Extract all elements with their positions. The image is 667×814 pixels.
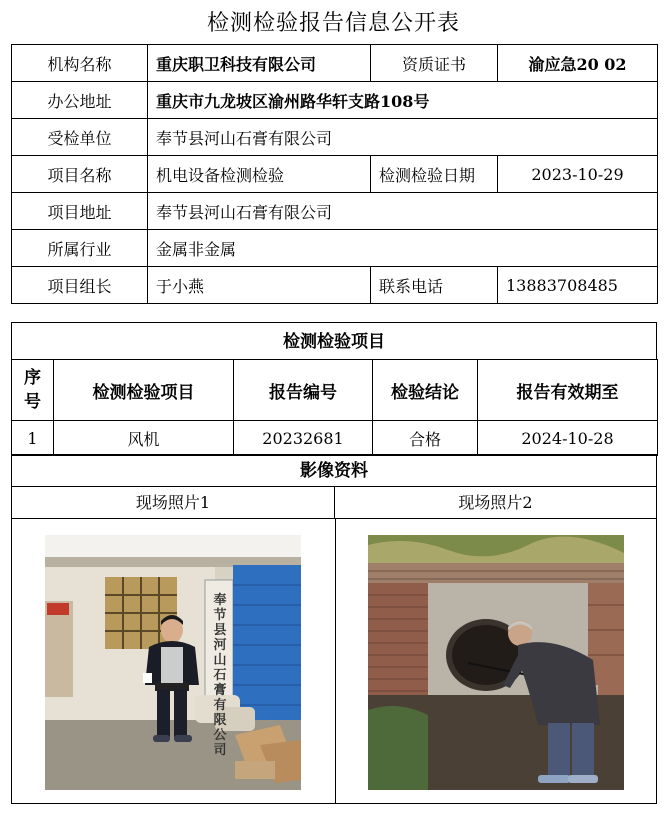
phone-label: 联系电话 <box>371 267 498 304</box>
cert-value: 渝应急20 02 <box>498 45 658 82</box>
items-table <box>11 359 658 456</box>
photo1-image <box>45 535 301 790</box>
industry-value: 金属非金属 <box>148 230 658 267</box>
org-label: 机构名称 <box>12 45 148 82</box>
items-section-title: 检测检验项目 <box>11 322 657 360</box>
photo2-caption: 现场照片2 <box>335 487 656 519</box>
row-project <box>12 156 658 193</box>
date-label: 检测检验日期 <box>371 156 498 193</box>
info-table <box>11 44 658 304</box>
photo-section-title: 影像资料 <box>11 454 657 487</box>
col-valid: 报告有效期至 <box>478 360 658 421</box>
row-address <box>12 82 658 119</box>
phone-value: 13883708485 <box>498 267 658 304</box>
site-label: 项目地址 <box>12 193 148 230</box>
proj-value: 机电设备检测检验 <box>148 156 371 193</box>
photo1-caption: 现场照片1 <box>12 487 335 519</box>
col-item: 检测检验项目 <box>54 360 234 421</box>
photo-area <box>11 486 657 804</box>
item-valid: 2024-10-28 <box>478 421 658 456</box>
leader-value: 于小燕 <box>148 267 371 304</box>
addr-value: 重庆市九龙坡区渝州路华轩支路108号 <box>148 82 658 119</box>
org-value: 重庆职卫科技有限公司 <box>148 45 371 82</box>
row-leader <box>12 267 658 304</box>
row-org <box>12 45 658 82</box>
col-report: 报告编号 <box>234 360 373 421</box>
page-title: 检测检验报告信息公开表 <box>206 11 460 36</box>
row-client <box>12 119 658 156</box>
row-industry <box>12 230 658 267</box>
proj-label: 项目名称 <box>12 156 148 193</box>
industry-label: 所属行业 <box>12 230 148 267</box>
item-no: 1 <box>12 421 54 456</box>
site-photo-2 <box>368 535 624 790</box>
table-row <box>12 421 658 456</box>
row-site <box>12 193 658 230</box>
item-name: 风机 <box>54 421 234 456</box>
leader-label: 项目组长 <box>12 267 148 304</box>
site-value: 奉节县河山石膏有限公司 <box>148 193 658 230</box>
cert-label: 资质证书 <box>371 45 498 82</box>
addr-label: 办公地址 <box>12 82 148 119</box>
client-value: 奉节县河山石膏有限公司 <box>148 119 658 156</box>
col-no: 序号 <box>12 360 54 421</box>
company-sign: 奉节县河山石膏有限公司 <box>213 593 227 758</box>
col-result: 检验结论 <box>373 360 478 421</box>
items-header-row <box>12 360 658 421</box>
item-result: 合格 <box>373 421 478 456</box>
photo2-image <box>368 535 624 790</box>
site-photo-1 <box>45 535 301 790</box>
date-value: 2023-10-29 <box>498 156 658 193</box>
client-label: 受检单位 <box>12 119 148 156</box>
item-report: 20232681 <box>234 421 373 456</box>
